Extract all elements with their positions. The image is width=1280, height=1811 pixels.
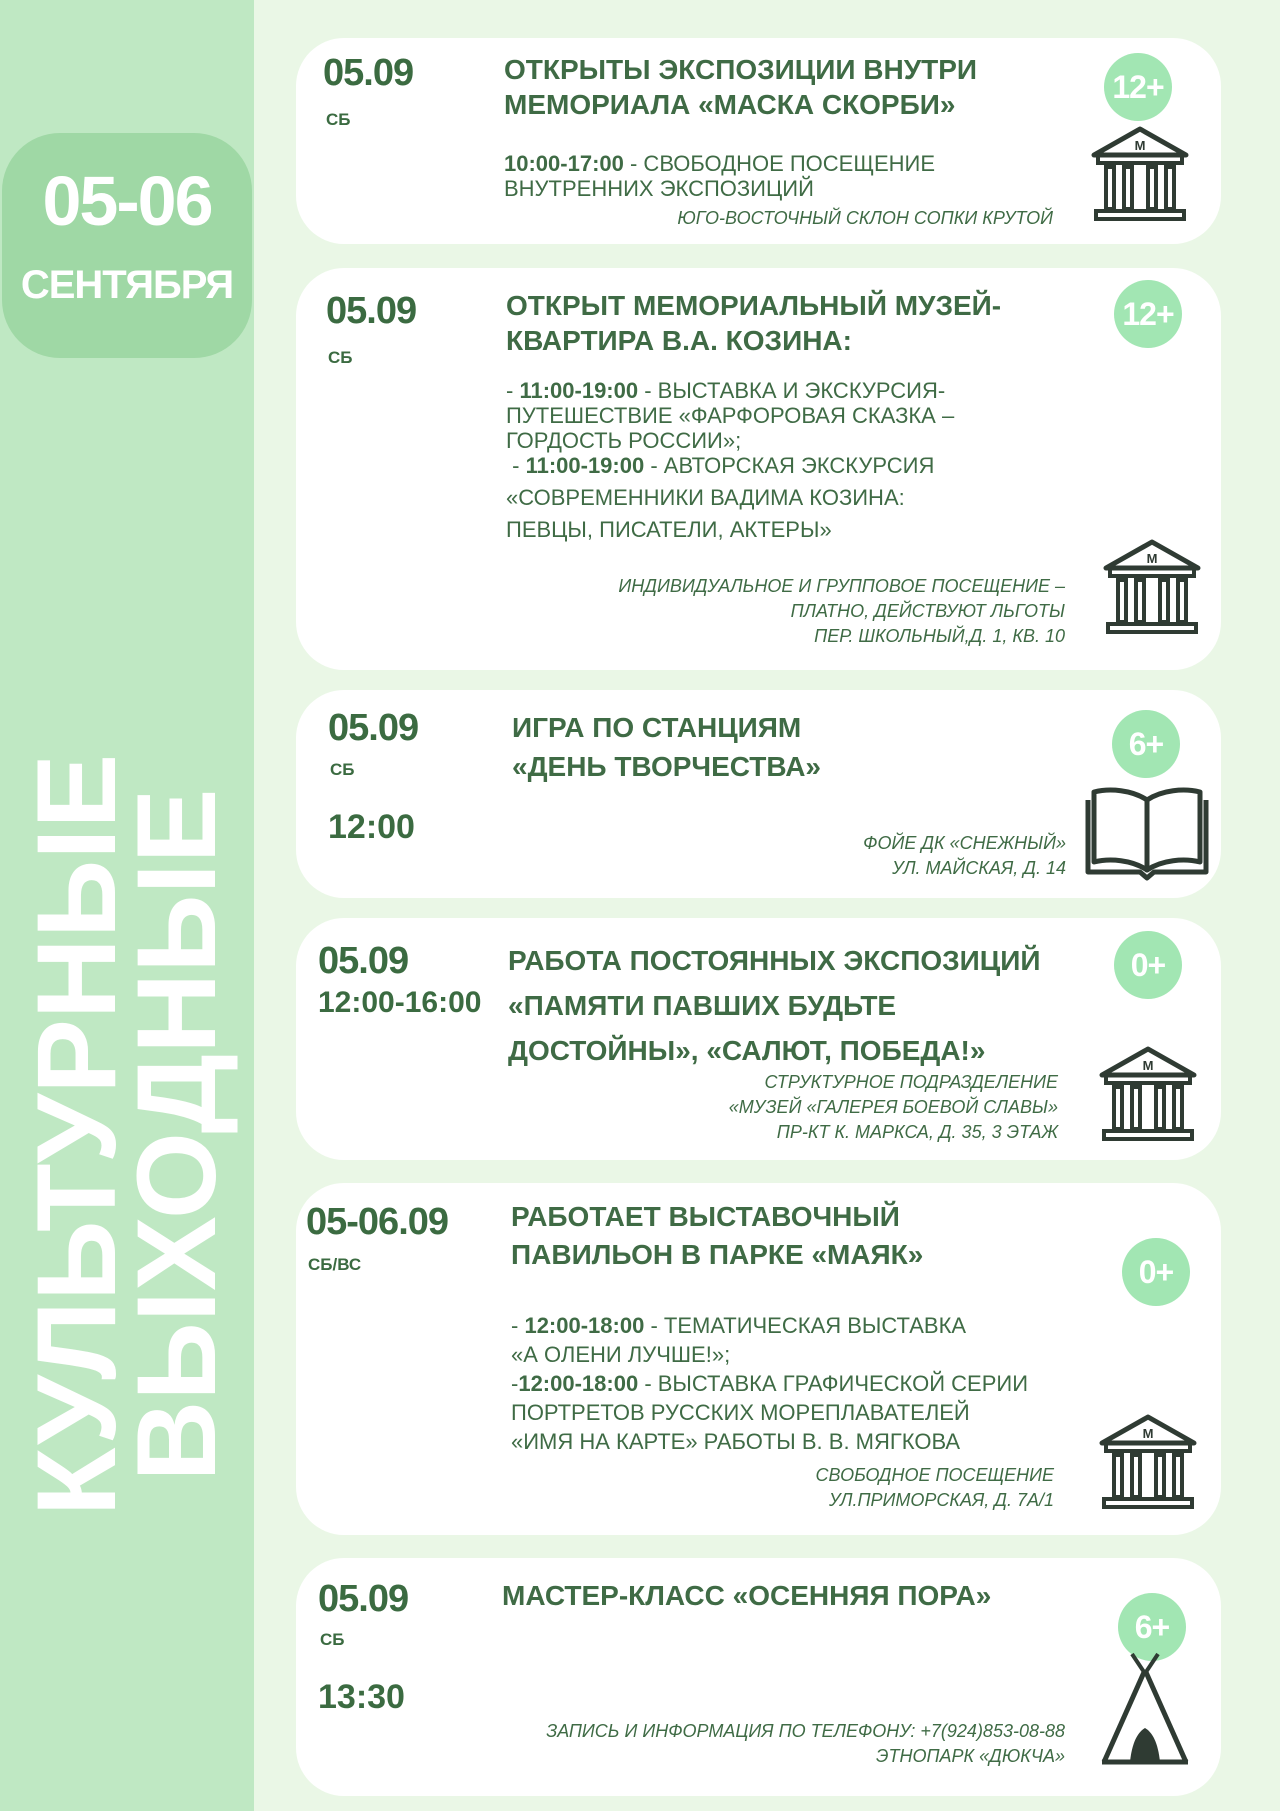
event-title: РАБОТА ПОСТОЯННЫХ ЭКСПОЗИЦИЙ «ПАМЯТИ ПАВШИХ БУДЬТЕ ДОСТОЙНЫ», «САЛЮТ, ПОБЕДА!»: [508, 945, 1041, 1066]
svg-text:M: M: [1146, 551, 1158, 566]
event-day: СБ/ВС: [308, 1255, 362, 1274]
event-schedule: 10:00-17:00 - СВОБОДНОЕ ПОСЕЩЕНИЕ ВНУТРЕННИХ ЭКСПОЗИЦИЙ: [504, 151, 936, 201]
museum-icon: [1100, 538, 1204, 640]
event-place: СВОБОДНОЕ ПОСЕЩЕНИЕ УЛ.ПРИМОРСКАЯ, Д. 7А/1: [815, 1465, 1054, 1510]
museum-icon: [1088, 125, 1192, 227]
date-badge: [2, 133, 252, 358]
month-label: СЕНТЯБРЯ: [20, 263, 234, 307]
event-place: ФОЙЕ ДК «СНЕЖНЫЙ» УЛ. МАЙСКАЯ, Д. 14: [863, 833, 1066, 878]
event-card-6: [296, 1558, 1221, 1796]
event-date: 05.09: [328, 707, 419, 749]
age-rating-badge: 12+: [1114, 280, 1182, 348]
open-book-icon: [1084, 782, 1210, 882]
event-date: 05-06.09: [306, 1201, 449, 1243]
event-day: СБ: [326, 110, 351, 129]
event-time: 12:00: [328, 808, 415, 846]
event-title: ОТКРЫТ МЕМОРИАЛЬНЫЙ МУЗЕЙ- КВАРТИРА В.А. КОЗИНА:: [506, 290, 1002, 356]
event-place: ЗАПИСЬ И ИНФОРМАЦИЯ ПО ТЕЛЕФОНУ: +7(924)853-08-88 ЭТНОПАРК «ДЮКЧА»: [546, 1721, 1065, 1766]
age-rating-badge: 6+: [1112, 710, 1180, 778]
event-card-2: [296, 268, 1221, 670]
age-rating-badge: 6+: [1118, 1593, 1186, 1661]
event-card-5: [296, 1183, 1221, 1535]
poster-title-line1: КУЛЬТУРНЫЕ: [14, 753, 139, 1517]
age-rating-badge: 0+: [1114, 931, 1182, 999]
event-date: 05.09: [318, 1578, 409, 1620]
event-date: 05.09: [318, 940, 409, 982]
event-time: 12:00-16:00: [318, 986, 482, 1019]
event-date: 05.09: [326, 290, 417, 332]
event-place: ЮГО-ВОСТОЧНЫЙ СКЛОН СОПКИ КРУТОЙ: [677, 208, 1053, 228]
age-rating-badge: 12+: [1104, 53, 1172, 121]
event-schedule: - 11:00-19:00 - ВЫСТАВКА И ЭКСКУРСИЯ- ПУТЕШЕСТВИЕ «ФАРФОРОВАЯ СКАЗКА – ГОРДОСТЬ РОССИИ»; - 11:00-19:00 - АВТОРСКАЯ ЭКСКУРСИЯ «СОВРЕМЕННИКИ ВАДИМА КОЗИНА: ПЕВЦЫ, ПИСАТЕЛИ, АКТЕРЫ»: [506, 378, 955, 542]
event-schedule: - 12:00-18:00 - ТЕМАТИЧЕСКАЯ ВЫСТАВКА «А ОЛЕНИ ЛУЧШЕ!»; -12:00-18:00 - ВЫСТАВКА ГРАФИЧЕСКОЙ СЕРИИ ПОРТРЕТОВ РУССКИХ МОРЕПЛАВАТЕЛЕЙ «ИМЯ НА КАРТЕ» РАБОТЫ В. В. МЯГКОВА: [511, 1313, 1029, 1454]
age-rating-badge: 0+: [1122, 1238, 1190, 1306]
event-card-4: [296, 918, 1221, 1160]
date-range: 05-06: [42, 162, 212, 240]
event-title: ИГРА ПО СТАНЦИЯМ «ДЕНЬ ТВОРЧЕСТВА»: [512, 712, 821, 782]
tent-icon: [1100, 1650, 1190, 1768]
event-title: ОТКРЫТЫ ЭКСПОЗИЦИИ ВНУТРИ МЕМОРИАЛА «МАСКА СКОРБИ»: [504, 54, 978, 120]
event-card-1: [296, 38, 1221, 244]
event-day: СБ: [320, 1630, 345, 1649]
poster-title-line2: ВЫХОДНЫЕ: [114, 788, 239, 1482]
museum-icon: [1096, 1413, 1200, 1515]
event-place: ИНДИВИДУАЛЬНОЕ И ГРУППОВОЕ ПОСЕЩЕНИЕ – ПЛАТНО, ДЕЙСТВУЮТ ЛЬГОТЫ ПЕР. ШКОЛЬНЫЙ,Д. 1, КВ. 10: [618, 576, 1065, 646]
event-title: РАБОТАЕТ ВЫСТАВОЧНЫЙ ПАВИЛЬОН В ПАРКЕ «МАЯК»: [511, 1201, 924, 1270]
event-day: СБ: [328, 348, 353, 367]
event-day: СБ: [330, 760, 355, 779]
event-card-3: [296, 690, 1221, 898]
svg-text:M: M: [1142, 1426, 1154, 1441]
event-title: МАСТЕР-КЛАСС «ОСЕННЯЯ ПОРА»: [502, 1580, 992, 1611]
event-date: 05.09: [323, 52, 414, 94]
svg-text:M: M: [1142, 1058, 1154, 1073]
poster-title: [14, 753, 239, 1517]
museum-icon: [1096, 1045, 1200, 1147]
event-place: СТРУКТУРНОЕ ПОДРАЗДЕЛЕНИЕ «МУЗЕЙ «ГАЛЕРЕЯ БОЕВОЙ СЛАВЫ» ПР-КТ К. МАРКСА, Д. 35, 3 ЭТАЖ: [728, 1072, 1058, 1142]
event-time: 13:30: [318, 1678, 405, 1716]
svg-text:M: M: [1134, 138, 1146, 153]
side-panel: [0, 0, 254, 1811]
